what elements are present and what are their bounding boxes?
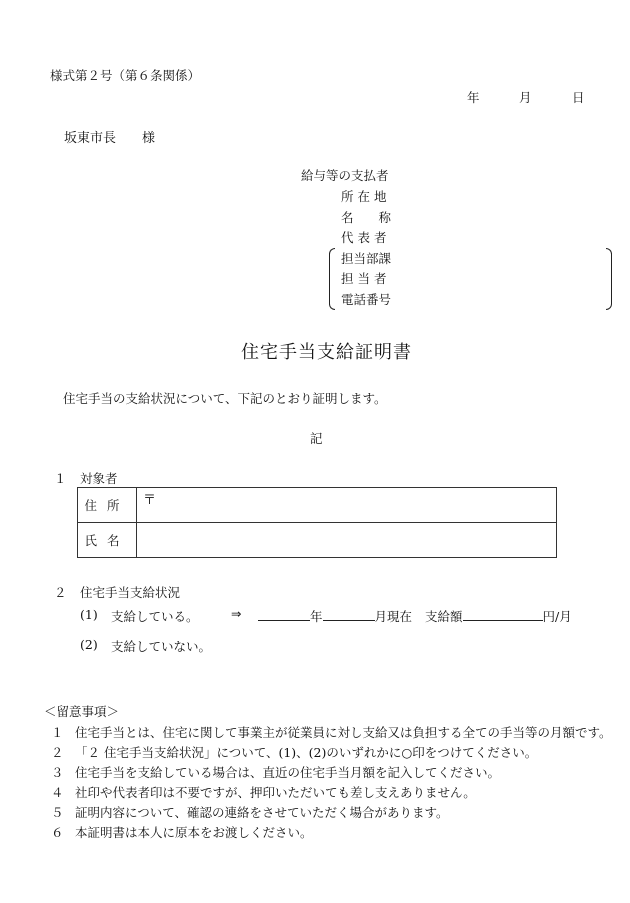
amount-label: 支給額: [425, 609, 463, 624]
name-label: 氏名: [78, 523, 137, 558]
section2-label: 住宅手当支給状況: [80, 585, 181, 600]
note-text: 「２ 住宅手当支給状況」について、(1)、(2)のいずれかに○印をつけてください。: [75, 745, 538, 760]
address-label: 住所: [78, 488, 137, 523]
payer-location-label: 所 在 地: [341, 189, 387, 204]
arrow-icon: ⇒: [231, 606, 242, 621]
amount-unit: 円/月: [542, 609, 572, 624]
note-number: ３: [51, 765, 64, 780]
date-year-label: 年: [467, 90, 480, 105]
note-text: 社印や代表者印は不要ですが、押印いただいても差し支えありません。: [75, 785, 476, 800]
postal-mark: 〒: [143, 493, 157, 508]
payer-person-label: 担 当 者: [341, 271, 387, 286]
date-month-label: 月: [519, 90, 532, 105]
table-row: [78, 488, 557, 523]
note-number: ２: [51, 745, 64, 760]
section2-number: ２: [54, 585, 67, 600]
year-blank[interactable]: [258, 608, 310, 621]
note-number: ４: [51, 785, 64, 800]
note-text: 証明内容について、確認の連絡をさせていただく場合があります。: [75, 805, 449, 820]
option2-number: (2): [80, 637, 98, 652]
contact-bracket-right: [606, 248, 612, 310]
intro-text: 住宅手当の支給状況について、下記のとおり証明します。: [63, 391, 387, 406]
addressee: 坂東市長 様: [64, 131, 156, 146]
option1-text: 支給している。: [111, 609, 199, 624]
year-unit: 年: [310, 609, 323, 624]
target-person-table: [77, 487, 557, 558]
section1-number: １: [54, 471, 67, 486]
note-text: 住宅手当とは、住宅に関して事業主が従業員に対し支給又は負担する全ての手当等の月額です。: [75, 725, 612, 740]
note-number: ６: [51, 825, 64, 840]
option2-text: 支給していない。: [111, 639, 212, 654]
option1-number: (1): [80, 607, 98, 622]
option1-detail: [258, 607, 572, 625]
month-unit: 月現在: [374, 609, 413, 624]
payer-name-label: 名 称: [341, 210, 392, 225]
payer-phone-label: 電話番号: [341, 292, 392, 307]
ki-label: 記: [310, 431, 323, 446]
payer-department-label: 担当部課: [341, 251, 392, 266]
payer-representative-label: 代 表 者: [341, 230, 387, 245]
notes-heading: ＜留意事項＞: [44, 704, 120, 719]
note-number: １: [51, 725, 64, 740]
table-row: [78, 523, 557, 558]
address-field[interactable]: [137, 488, 557, 523]
payer-heading: 給与等の支払者: [301, 168, 389, 183]
note-text: 本証明書は本人に原本をお渡しください。: [75, 825, 313, 840]
amount-blank[interactable]: [463, 608, 543, 621]
document-title: 住宅手当支給証明書: [241, 342, 412, 363]
form-number: 様式第２号（第６条関係）: [50, 68, 201, 83]
contact-bracket-left: [329, 248, 335, 310]
name-field[interactable]: [137, 523, 557, 558]
date-day-label: 日: [572, 90, 585, 105]
month-blank[interactable]: [323, 608, 375, 621]
section1-label: 対象者: [80, 471, 118, 486]
note-text: 住宅手当を支給している場合は、直近の住宅手当月額を記入してください。: [75, 765, 501, 780]
note-number: ５: [51, 805, 64, 820]
